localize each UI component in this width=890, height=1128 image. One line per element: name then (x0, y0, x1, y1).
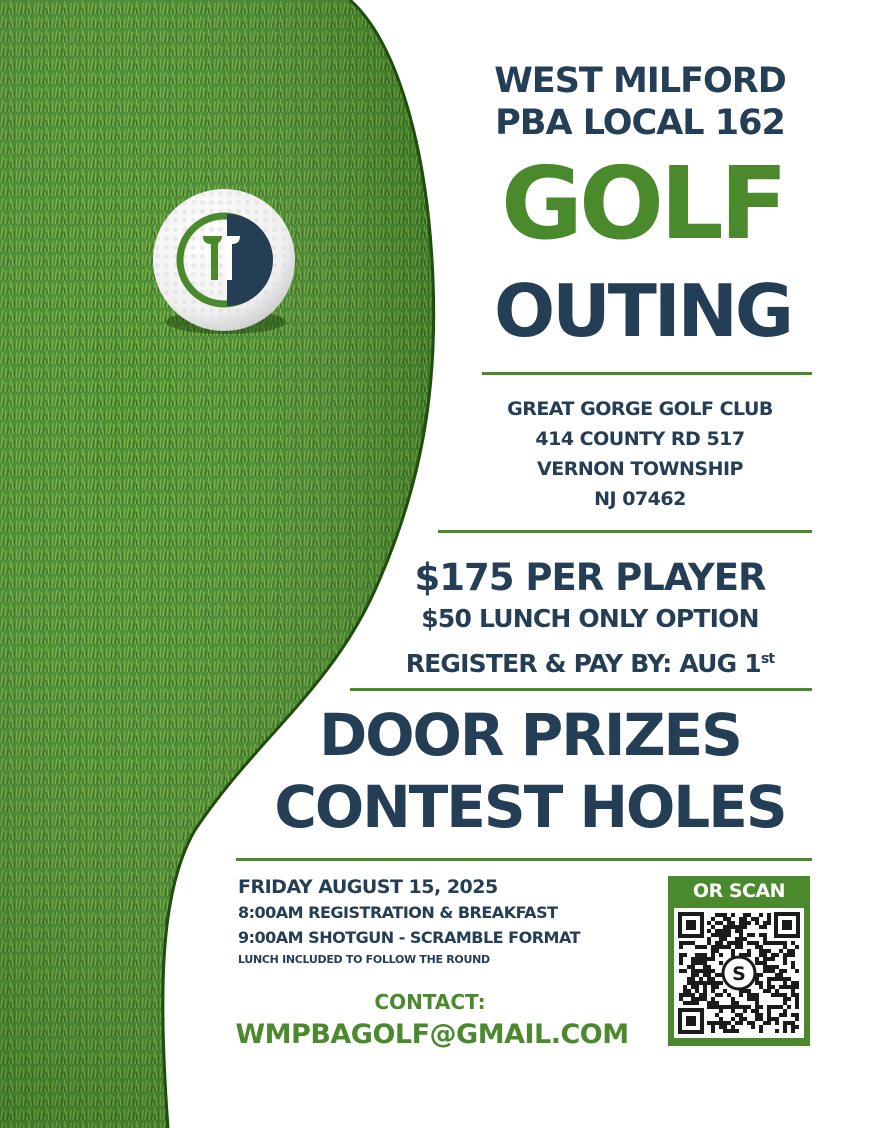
contact-email[interactable]: WMPBAGOLF@GMAIL.COM (235, 1019, 629, 1050)
divider (350, 688, 812, 691)
title-organization: WEST MILFORD (494, 61, 786, 101)
lunch-note: LUNCH INCLUDED TO FOLLOW THE ROUND (238, 953, 490, 966)
divider (482, 372, 812, 375)
contest-holes: CONTEST HOLES (274, 773, 786, 841)
venue-street: 414 COUNTY RD 517 (535, 428, 745, 450)
lunch-only-price: $50 LUNCH ONLY OPTION (421, 604, 759, 633)
venue-state-zip: NJ 07462 (594, 488, 686, 510)
title-outing: OUTING (494, 269, 791, 353)
registration-time: 8:00AM REGISTRATION & BREAKFAST (238, 903, 558, 922)
divider (438, 530, 812, 533)
door-prizes: DOOR PRIZES (319, 701, 741, 769)
qr-center-letter: S (732, 963, 746, 985)
title-local: PBA LOCAL 162 (495, 103, 785, 143)
venue-town: VERNON TOWNSHIP (537, 458, 743, 480)
shotgun-time: 9:00AM SHOTGUN - SCRAMBLE FORMAT (238, 928, 581, 947)
price-per-player: $175 PER PLAYER (414, 556, 766, 599)
event-date: FRIDAY AUGUST 15, 2025 (238, 876, 498, 898)
divider (236, 858, 812, 861)
title-golf: GOLF (500, 145, 785, 262)
qr-code-icon[interactable] (674, 908, 804, 1038)
contact-label: CONTACT: (374, 990, 486, 1014)
venue-name: GREAT GORGE GOLF CLUB (507, 398, 773, 420)
qr-label: OR SCAN (692, 880, 786, 902)
qr-panel (668, 876, 810, 1046)
registration-deadline: REGISTER & PAY BY: AUG 1st (405, 649, 775, 678)
